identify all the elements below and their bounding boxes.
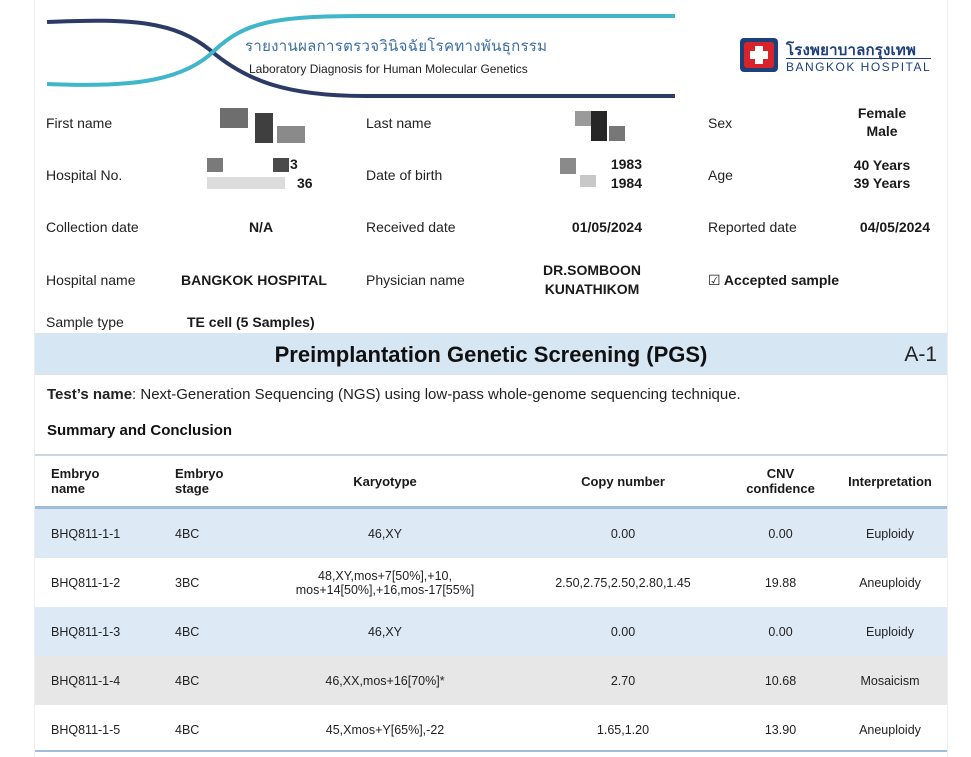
age-label: Age bbox=[708, 167, 733, 183]
physician-name-label: Physician name bbox=[366, 272, 465, 288]
karyotype-cell: 46,XX,mos+16[70%]* bbox=[252, 656, 518, 705]
hospital-no-value-1: 3 bbox=[290, 156, 298, 172]
cnv-confidence-cell: 0.00 bbox=[728, 607, 833, 656]
age-value-1: 40 Years bbox=[853, 157, 911, 173]
table-row bbox=[35, 705, 947, 754]
logo-text-english: BANGKOK HOSPITAL bbox=[786, 60, 932, 74]
copy-number-cell: 0.00 bbox=[518, 607, 728, 656]
header-embryo-stage: Embryo stage bbox=[147, 455, 252, 508]
redacted-block bbox=[255, 113, 273, 143]
age-value-2: 39 Years bbox=[853, 175, 911, 191]
embryo-name-cell: BHQ811-1-5 bbox=[35, 705, 147, 754]
test-name-value: : Next-Generation Sequencing (NGS) using low-pass whole-genome sequencing technique. bbox=[132, 386, 741, 403]
received-date-label: Received date bbox=[366, 219, 456, 235]
copy-number-cell: 2.50,2.75,2.50,2.80,1.45 bbox=[518, 558, 728, 607]
hospital-name-value: BANGKOK HOSPITAL bbox=[181, 272, 327, 288]
sex-value-1: Female bbox=[857, 105, 907, 121]
redacted-block bbox=[220, 108, 248, 128]
redacted-block bbox=[207, 158, 223, 172]
summary-heading: Summary and Conclusion bbox=[47, 422, 233, 439]
physician-name-line-2: KUNATHIKOM bbox=[544, 281, 640, 297]
report-code: A-1 bbox=[904, 343, 937, 366]
interpretation-cell: Aneuploidy bbox=[833, 705, 947, 754]
pgs-title-banner bbox=[35, 333, 947, 375]
cnv-confidence-cell: 19.88 bbox=[728, 558, 833, 607]
interpretation-cell: Aneuploidy bbox=[833, 558, 947, 607]
collection-date-label: Collection date bbox=[46, 219, 139, 235]
last-name-label: Last name bbox=[366, 115, 432, 131]
karyotype-cell: 45,Xmos+Y[65%],-22 bbox=[252, 705, 518, 754]
table-header-row bbox=[35, 455, 947, 508]
first-name-label: First name bbox=[46, 115, 113, 131]
table-row bbox=[35, 508, 947, 559]
logo-text-thai: โรงพยาบาลกรุงเทพ bbox=[786, 42, 917, 59]
hospital-no-label: Hospital No. bbox=[46, 167, 123, 183]
interpretation-cell: Euploidy bbox=[833, 607, 947, 656]
date-of-birth-value-2: 1984 bbox=[610, 175, 642, 191]
sex-label: Sex bbox=[708, 115, 733, 131]
header-copy-number: Copy number bbox=[518, 455, 728, 508]
cnv-confidence-cell: 13.90 bbox=[728, 705, 833, 754]
reported-date-label: Reported date bbox=[708, 219, 797, 235]
embryo-stage-cell: 3BC bbox=[147, 558, 252, 607]
karyotype-cell: 46,XY bbox=[252, 607, 518, 656]
date-of-birth-value-1: 1983 bbox=[610, 156, 642, 172]
hospital-logo bbox=[740, 38, 940, 78]
header-interpretation: Interpretation bbox=[833, 455, 947, 508]
redacted-block bbox=[560, 158, 576, 174]
copy-number-cell: 1.65,1.20 bbox=[518, 705, 728, 754]
report-header bbox=[35, 0, 947, 100]
redacted-block bbox=[575, 111, 591, 126]
redacted-block bbox=[273, 158, 289, 172]
table-bottom-border bbox=[35, 750, 947, 752]
cnv-confidence-cell: 10.68 bbox=[728, 656, 833, 705]
hospital-no-value-2: 36 bbox=[297, 175, 313, 191]
embryo-name-cell: BHQ811-1-3 bbox=[35, 607, 147, 656]
table-row bbox=[35, 558, 947, 607]
collection-date-value: N/A bbox=[248, 219, 274, 235]
redacted-block bbox=[591, 111, 607, 141]
sample-type-value: TE cell (5 Samples) bbox=[187, 314, 315, 330]
physician-name-line-1: DR.SOMBOON bbox=[543, 262, 641, 278]
embryo-name-cell: BHQ811-1-4 bbox=[35, 656, 147, 705]
results-table bbox=[35, 454, 947, 754]
date-of-birth-label: Date of birth bbox=[366, 167, 443, 183]
received-date-value: 01/05/2024 bbox=[571, 219, 642, 235]
copy-number-cell: 2.70 bbox=[518, 656, 728, 705]
header-cnv-confidence: CNV confidence bbox=[728, 455, 833, 508]
table-row bbox=[35, 607, 947, 656]
pgs-title: Preimplantation Genetic Screening (PGS) bbox=[274, 342, 708, 367]
redacted-block bbox=[609, 126, 625, 141]
karyotype-cell: 46,XY bbox=[252, 508, 518, 559]
hospital-name-label: Hospital name bbox=[46, 272, 136, 288]
test-name-label: Test’s name bbox=[47, 386, 133, 403]
table-row bbox=[35, 656, 947, 705]
embryo-stage-cell: 4BC bbox=[147, 508, 252, 559]
header-karyotype: Karyotype bbox=[252, 455, 518, 508]
bangkok-hospital-logo-icon bbox=[740, 38, 778, 72]
header-embryo-name: Embryo name bbox=[35, 455, 147, 508]
karyotype-cell: 48,XY,mos+7[50%],+10, mos+14[50%],+16,mos-17[55%] bbox=[252, 558, 518, 607]
embryo-name-cell: BHQ811-1-2 bbox=[35, 558, 147, 607]
test-name bbox=[47, 386, 741, 403]
embryo-stage-cell: 4BC bbox=[147, 656, 252, 705]
report-title-english: Laboratory Diagnosis for Human Molecular Genetics bbox=[249, 62, 528, 76]
report-title-thai: รายงานผลการตรวจวินิจฉัยโรคทางพันธุกรรม bbox=[245, 38, 548, 55]
embryo-stage-cell: 4BC bbox=[147, 607, 252, 656]
sample-type-label: Sample type bbox=[46, 314, 124, 330]
accepted-sample-checkbox: ☑ Accepted sample bbox=[708, 272, 840, 288]
sex-value-2: Male bbox=[866, 123, 898, 139]
redacted-block bbox=[207, 177, 285, 189]
report-page bbox=[35, 0, 947, 757]
redacted-block bbox=[277, 126, 305, 143]
reported-date-value: 04/05/2024 bbox=[859, 219, 930, 235]
interpretation-cell: Euploidy bbox=[833, 508, 947, 559]
embryo-name-cell: BHQ811-1-1 bbox=[35, 508, 147, 559]
cnv-confidence-cell: 0.00 bbox=[728, 508, 833, 559]
embryo-stage-cell: 4BC bbox=[147, 705, 252, 754]
interpretation-cell: Mosaicism bbox=[833, 656, 947, 705]
copy-number-cell: 0.00 bbox=[518, 508, 728, 559]
